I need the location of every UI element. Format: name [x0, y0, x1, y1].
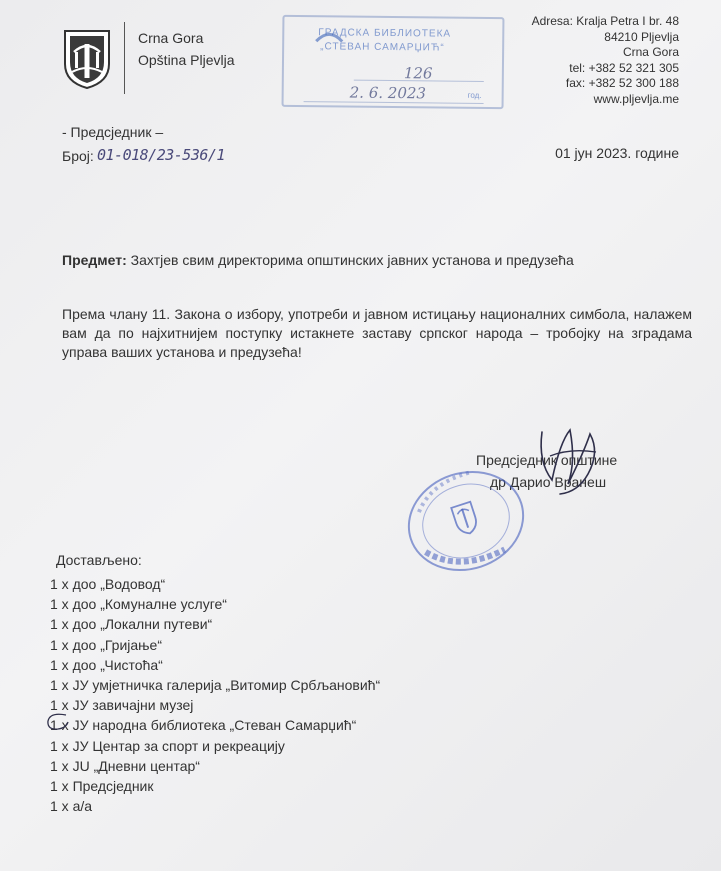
distribution-item: 1 х а/а	[50, 798, 93, 815]
distribution-item: 1 х доо „Гријање“	[50, 636, 162, 653]
distribution-item: 1 х ЈУ умјетничка галерија „Витомир Србљановић“	[50, 677, 381, 694]
signature-title: Предсједник општине	[476, 452, 618, 468]
signature-name: др Дарио Вранеш	[490, 474, 607, 490]
municipality-crest-icon	[62, 28, 112, 90]
number-label: Број:	[62, 148, 94, 164]
address-line: Adresa: Kralja Petra I br. 48	[531, 14, 679, 28]
distribution-list	[50, 574, 380, 816]
registry-number: 126	[403, 64, 433, 83]
letter-body: Према члану 11. Закона о избору, употреби и јавном истицању националних симбола, налажем вам да по најхитнијем поступку истакнете заставу српског народа – тробојку на зградама управа ваших установа и предузећа!	[62, 306, 692, 360]
registry-stamp	[282, 15, 505, 109]
address-line: fax: +382 52 300 188	[565, 76, 679, 91]
handwritten-circle-mark-icon	[44, 712, 74, 732]
subject-line	[62, 252, 692, 268]
header-municipality: Opština Pljevlja	[138, 52, 235, 68]
address-line: 84210 Pljevlja	[604, 29, 679, 44]
handwritten-number: 01-018/23-536/1	[97, 146, 225, 164]
handwritten-signature-icon	[530, 422, 610, 502]
distribution-item: 1 х ЈУ Центар за спорт и рекреацију	[50, 737, 285, 754]
distribution-label: Достављено:	[56, 552, 142, 568]
subject-label: Предмет:	[62, 252, 127, 268]
header-country: Crna Gora	[138, 30, 204, 46]
distribution-item: 1 х доо „Водовод“	[50, 576, 166, 592]
letter-date: 01 јун 2023. године	[555, 145, 679, 161]
registry-stamp-line2: „СТЕВАН САМАРЏИЋ“	[320, 41, 445, 54]
distribution-item: 1 х Предсједник	[50, 778, 154, 795]
registry-date-suffix: год.	[467, 90, 482, 100]
address-line: tel: +382 52 321 305	[569, 60, 679, 75]
distribution-item: 1 х ЈУ народна библиотека „Стеван Самарџић“	[50, 717, 357, 734]
address-line: Crna Gora	[622, 45, 679, 60]
subject-text: Захтјев свим директорима општинских јавних установа и предузећа	[130, 252, 574, 268]
address-block	[532, 14, 679, 108]
distribution-item: 1 х доо „Чистоћа“	[50, 656, 163, 673]
distribution-item: 1 х ЈУ завичајни музеј	[50, 697, 194, 714]
registry-date: 2. 6. 2023	[349, 83, 427, 103]
distribution-item: 1 х доо „Локални путеви“	[50, 616, 213, 633]
distribution-item: 1 х JU „Дневни центар“	[50, 757, 200, 774]
header-divider	[124, 22, 125, 94]
official-seal-icon	[404, 468, 528, 574]
sender-label: - Предсједник –	[62, 124, 164, 140]
distribution-item: 1 х доо „Комуналне услуге“	[50, 596, 227, 613]
address-line: www.pljevlja.me	[593, 91, 679, 106]
registry-stamp-line1: ГРАДСКА БИБЛИОТЕКА	[318, 27, 452, 40]
